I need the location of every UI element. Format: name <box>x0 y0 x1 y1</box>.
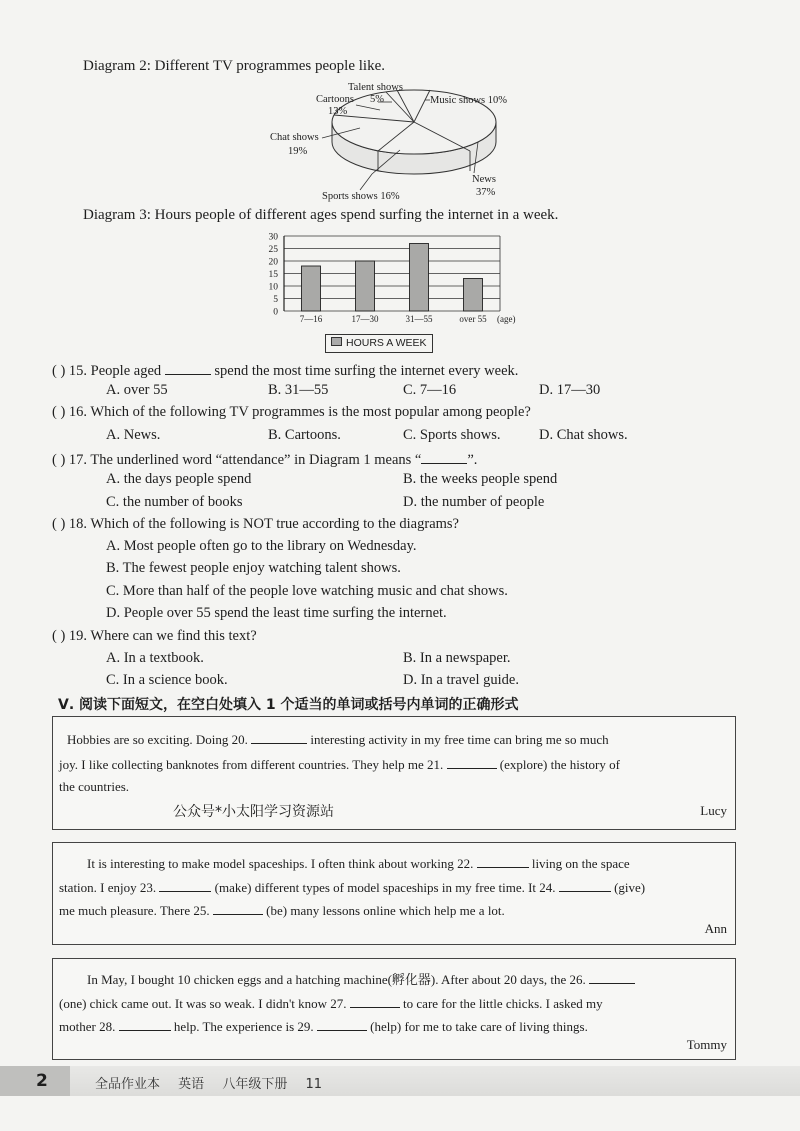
q19-option-a[interactable]: A. In a textbook. <box>106 650 204 666</box>
blank-21[interactable] <box>447 754 497 769</box>
passage-line <box>59 1016 588 1035</box>
passage-text: (explore) the history of <box>499 757 620 772</box>
q15-option-d[interactable]: D. 17—30 <box>539 382 601 398</box>
y-tick-label: 20 <box>268 257 278 268</box>
footer-book: 全品作业本 <box>95 1077 161 1092</box>
answer-paren[interactable]: ( ) <box>52 516 66 532</box>
q18-option-b[interactable]: B. The fewest people enjoy watching talent shows. <box>106 560 401 576</box>
bar-chart <box>258 230 528 330</box>
q16-option-b[interactable]: B. Cartoons. <box>268 427 341 443</box>
label-cartoons-pct: 13% <box>328 106 348 117</box>
blank-29[interactable] <box>317 1016 367 1031</box>
passage-line <box>59 993 603 1012</box>
blank-26[interactable] <box>589 969 635 984</box>
question-16 <box>52 404 531 421</box>
q15-option-c[interactable]: C. 7—16 <box>403 382 457 398</box>
footer-ref: 11 <box>305 1077 323 1092</box>
legend-swatch <box>331 337 342 346</box>
blank-25[interactable] <box>213 900 263 915</box>
question-stem: 16. Which of the following TV programmes is the most popular among people? <box>68 404 531 420</box>
passage-line <box>59 754 620 773</box>
question-15 <box>52 360 518 380</box>
passage-text: (make) different types of model spaceships in my free time. It 24. <box>214 880 556 895</box>
passage-text: living on the space <box>531 856 630 871</box>
q15-option-a[interactable]: A. over 55 <box>106 382 168 398</box>
blank-20[interactable] <box>251 729 307 744</box>
bar-xticks <box>300 314 487 324</box>
question-stem: 15. People aged <box>68 363 162 379</box>
question-17 <box>52 449 477 469</box>
footer-text <box>95 1073 336 1092</box>
passage-line <box>87 969 635 988</box>
passage-text: me much pleasure. There 25. <box>59 903 210 918</box>
passage-text: joy. I like collecting banknotes from different countries. They help me 21. <box>59 757 444 772</box>
footer-subject: 英语 <box>178 1077 205 1092</box>
diagram2-title: Diagram 2: Different TV programmes people like. <box>83 58 385 74</box>
q17-option-d[interactable]: D. the number of people <box>403 494 545 510</box>
y-tick-label: 10 <box>268 282 278 293</box>
x-tick-label: 7—16 <box>299 314 323 324</box>
passage-line <box>59 900 505 919</box>
passage-box-ann <box>52 842 736 945</box>
passage-text: (one) chick came out. It was so weak. I didn't know 27. <box>59 996 347 1011</box>
bar-bars <box>302 244 483 312</box>
x-tick-label: 31—55 <box>405 314 433 324</box>
bar-3 <box>410 244 429 312</box>
q19-option-b[interactable]: B. In a newspaper. <box>403 650 511 666</box>
answer-paren[interactable]: ( ) <box>52 452 66 468</box>
answer-paren[interactable]: ( ) <box>52 628 66 644</box>
question-stem: 17. The underlined word “attendance” in Diagram 1 means “ <box>68 452 422 468</box>
question-18 <box>52 516 459 533</box>
diagram3-title: Diagram 3: Hours people of different ages spend surfing the internet in a week. <box>83 207 559 223</box>
y-tick-label: 0 <box>273 307 278 318</box>
answer-blank[interactable] <box>421 449 467 464</box>
question-stem: 19. Where can we find this text? <box>68 628 257 644</box>
q16-option-a[interactable]: A. News. <box>106 427 161 443</box>
passage-line <box>87 853 630 872</box>
y-tick-label: 5 <box>273 295 278 305</box>
passage-text: help. The experience is 29. <box>173 1019 314 1034</box>
section-5-heading: Ⅴ. 阅读下面短文，在空白处填入 1 个适当的单词或括号内单词的正确形式 <box>58 697 519 713</box>
label-news-pct: 37% <box>476 187 496 198</box>
q19-option-c[interactable]: C. In a science book. <box>106 672 228 688</box>
label-cartoons: Cartoons <box>316 94 354 105</box>
passage-line <box>67 729 609 748</box>
answer-blank[interactable] <box>165 360 211 375</box>
signature-tommy: Tommy <box>686 1037 727 1052</box>
passage-line <box>59 877 645 896</box>
passage-text: (be) many lessons online which help me a lot. <box>266 903 505 918</box>
question-19 <box>52 628 257 645</box>
y-tick-label: 30 <box>268 232 278 243</box>
y-tick-label: 15 <box>268 270 278 280</box>
passage-text: mother 28. <box>59 1019 116 1034</box>
blank-22[interactable] <box>477 853 529 868</box>
passage-text: to care for the little chicks. I asked my <box>403 996 603 1011</box>
bar-yticks <box>269 233 279 318</box>
bar-1 <box>302 266 321 311</box>
passage-text: (help) for me to take care of living things. <box>370 1019 588 1034</box>
blank-24[interactable] <box>559 877 611 892</box>
question-stem-rest: spend the most time surfing the internet every week. <box>214 363 519 379</box>
label-talent: Talent shows <box>348 82 403 93</box>
q16-option-c[interactable]: C. Sports shows. <box>403 427 501 443</box>
passage-box-lucy <box>52 716 736 830</box>
passage-text: interesting activity in my free time can bring me so much <box>310 732 609 747</box>
answer-paren[interactable]: ( ) <box>52 404 66 420</box>
label-sports: Sports shows 16% <box>322 191 400 202</box>
pie-chart <box>260 78 560 204</box>
label-news: News <box>472 174 496 185</box>
watermark-text: 公众号*小太阳学习资源站 <box>173 804 334 820</box>
signature-ann: Ann <box>704 921 727 936</box>
x-tick-label: over 55 <box>459 314 487 324</box>
q15-option-b[interactable]: B. 31—55 <box>268 382 329 398</box>
bar-legend <box>325 334 433 353</box>
q17-option-c[interactable]: C. the number of books <box>106 494 243 510</box>
y-tick-label: 25 <box>268 245 278 255</box>
q18-option-a[interactable]: A. Most people often go to the library on Wednesday. <box>106 538 417 554</box>
bar-2 <box>356 261 375 311</box>
passage-text: (give) <box>614 880 646 895</box>
q18-option-d[interactable]: D. People over 55 spend the least time surfing the internet. <box>106 605 447 621</box>
label-chat: Chat shows <box>270 132 319 143</box>
q17-option-a[interactable]: A. the days people spend <box>106 471 252 487</box>
label-talent-pct: 5% <box>370 94 384 105</box>
q18-option-c[interactable]: C. More than half of the people love watching music and chat shows. <box>106 583 508 599</box>
passage-line: the countries. <box>59 779 130 794</box>
blank-27[interactable] <box>350 993 400 1008</box>
label-chat-pct: 19% <box>288 146 308 157</box>
bar-xlabel: (age) <box>497 314 516 324</box>
x-tick-label: 17—30 <box>351 314 379 324</box>
passage-text: In May, I bought 10 chicken eggs and a hatching machine(孵化器). After about 20 days, the 26. <box>87 972 586 987</box>
passage-text: Hobbies are so exciting. Doing 20. <box>67 732 248 747</box>
blank-23[interactable] <box>159 877 211 892</box>
label-music: Music shows 10% <box>430 95 508 106</box>
page-number: 2 <box>0 1066 70 1096</box>
passage-box-tommy <box>52 958 736 1060</box>
passage-text: It is interesting to make model spaceships. I often think about working 22. <box>87 856 474 871</box>
footer-grade: 八年级下册 <box>222 1077 288 1092</box>
signature-lucy: Lucy <box>700 803 727 818</box>
q16-option-d[interactable]: D. Chat shows. <box>539 427 628 443</box>
bar-4 <box>464 279 483 312</box>
q19-option-d[interactable]: D. In a travel guide. <box>403 672 519 688</box>
question-stem: 18. Which of the following is NOT true according to the diagrams? <box>68 516 459 532</box>
passage-text: station. I enjoy 23. <box>59 880 157 895</box>
answer-paren[interactable]: ( ) <box>52 363 66 379</box>
question-stem-rest: ”. <box>467 452 478 468</box>
blank-28[interactable] <box>119 1016 171 1031</box>
legend-label: HOURS A WEEK <box>346 337 427 349</box>
q17-option-b[interactable]: B. the weeks people spend <box>403 471 558 487</box>
